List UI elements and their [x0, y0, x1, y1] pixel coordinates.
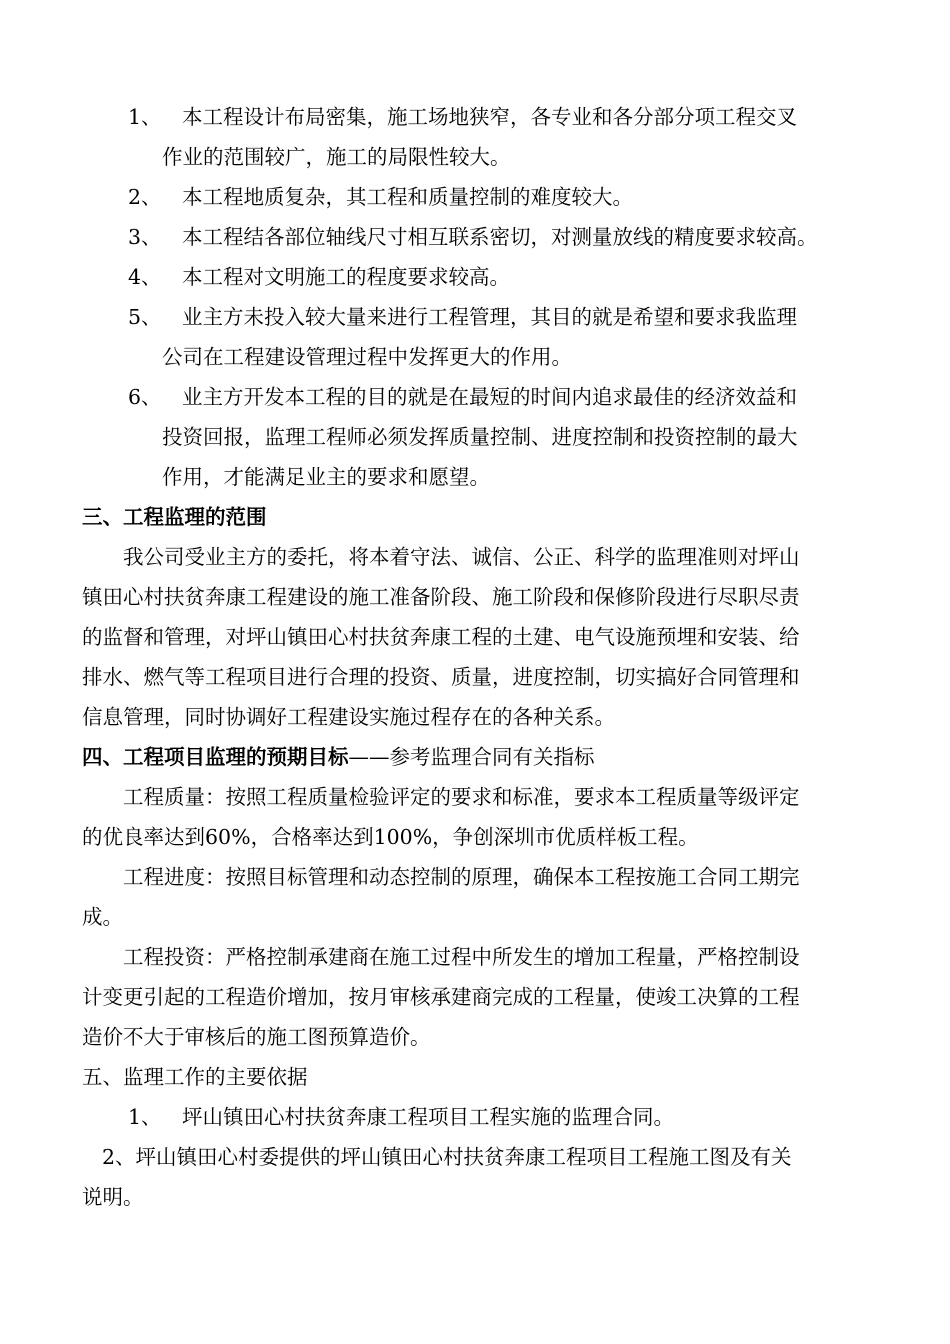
section-heading: 三、工程监理的范围 [82, 505, 267, 529]
list-item-text: 业主方未投入较大量来进行工程管理，其目的就是希望和要求我监理 [182, 305, 797, 329]
paragraph-line: 成。 [82, 905, 123, 929]
paragraph-line: 工程质量：按照工程质量检验评定的要求和标准，要求本工程质量等级评定 [123, 785, 800, 809]
list-item-text: 本工程设计布局密集，施工场地狭窄，各专业和各分部分项工程交叉 [182, 105, 797, 129]
list-number: 1、 [128, 1105, 162, 1129]
paragraph-line: 我公司受业主方的委托，将本着守法、诚信、公正、科学的监理准则对坪山 [123, 545, 800, 569]
list-number: 1、 [128, 105, 162, 129]
list-item-text: 本工程地质复杂，其工程和质量控制的难度较大。 [182, 185, 633, 209]
paragraph-line: 的监督和管理，对坪山镇田心村扶贫奔康工程的土建、电气设施预埋和安装、给 [82, 625, 800, 649]
list-item-text: 投资回报，监理工程师必须发挥质量控制、进度控制和投资控制的最大 [162, 425, 798, 449]
list-number: 6、 [128, 385, 162, 409]
section-heading [82, 744, 595, 770]
paragraph-line: 2、坪山镇田心村委提供的坪山镇田心村扶贫奔康工程项目工程施工图及有关 [102, 1145, 792, 1169]
list-item-text: 作业的范围较广，施工的局限性较大。 [162, 145, 511, 169]
list-number: 4、 [128, 265, 162, 289]
list-number: 2、 [128, 185, 162, 209]
paragraph-line: 信息管理，同时协调好工程建设实施过程存在的各种关系。 [82, 705, 615, 729]
list-item-text: 本工程结各部位轴线尺寸相互联系密切，对测量放线的精度要求较高。 [182, 225, 818, 249]
paragraph-line: 工程投资：严格控制承建商在施工过程中所发生的增加工程量，严格控制设 [123, 945, 800, 969]
paragraph-line: 镇田心村扶贫奔康工程建设的施工准备阶段、施工阶段和保修阶段进行尽职尽责 [82, 585, 800, 609]
list-item-text: 本工程对文明施工的程度要求较高。 [182, 265, 510, 289]
paragraph-line: 说明。 [82, 1185, 144, 1209]
section-heading-bold: 四、工程项目监理的预期目标 [82, 745, 349, 769]
list-item-text: 坪山镇田心村扶贫奔康工程项目工程实施的监理合同。 [182, 1105, 674, 1129]
section-heading-rest: ——参考监理合同有关指标 [348, 745, 595, 769]
section-heading: 五、监理工作的主要依据 [82, 1065, 308, 1089]
list-item-text: 作用，才能满足业主的要求和愿望。 [162, 465, 490, 489]
paragraph-line: 排水、燃气等工程项目进行合理的投资、质量，进度控制，切实搞好合同管理和 [82, 665, 800, 689]
list-item-text: 公司在工程建设管理过程中发挥更大的作用。 [162, 345, 572, 369]
list-number: 5、 [128, 305, 162, 329]
paragraph-line: 的优良率达到60%，合格率达到100%，争创深圳市优质样板工程。 [82, 825, 699, 849]
paragraph-line: 造价不大于审核后的施工图预算造价。 [82, 1025, 431, 1049]
paragraph-line: 工程进度：按照目标管理和动态控制的原理，确保本工程按施工合同工期完 [123, 865, 800, 889]
list-item-text: 业主方开发本工程的目的就是在最短的时间内追求最佳的经济效益和 [182, 385, 797, 409]
paragraph-line: 计变更引起的工程造价增加，按月审核承建商完成的工程量，使竣工决算的工程 [82, 985, 800, 1009]
list-number: 3、 [128, 225, 162, 249]
